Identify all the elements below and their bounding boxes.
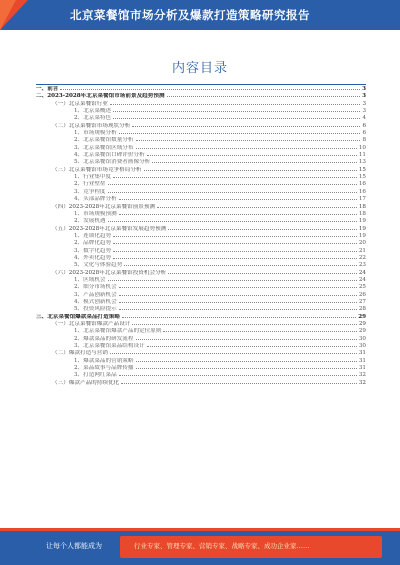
toc-entry-label: 3、北京菜餐馆区域分布 [74,144,134,151]
toc-entry-page: 16 [358,188,366,195]
toc-entry-page: 8 [362,137,366,144]
toc-entry-page: 32 [358,379,366,386]
toc-entry-page: 11 [358,152,366,159]
toc-entry[interactable] [36,101,366,108]
toc-entry-label: 3、打造网红菜品 [74,372,117,379]
toc-leader-dots [110,353,357,354]
toc-entry[interactable] [36,108,366,115]
toc-entry-label: （五）2023-2028年北京菜餐馆发展趋势预测 [52,225,167,232]
toc-entry-page: 6 [362,122,366,129]
toc-leader-dots [136,339,357,340]
toc-entry-label: 2、北京菜餐馆数量分析 [74,137,134,144]
toc-entry-label: 2、品牌化趋势 [74,240,112,247]
toc-entry-page: 25 [358,284,366,291]
page-footer [0,528,400,565]
toc-entry-label: 3、竞争程度 [74,188,106,195]
toc-leader-dots [163,331,356,332]
toc-entry-label: 2、发展机遇 [74,218,106,225]
toc-leader-dots [168,273,357,274]
toc-entry-page: 26 [358,291,366,298]
report-title: 北京菜餐馆市场分析及爆款打造策略研究报告 [70,8,310,22]
toc-entry-page: 15 [358,166,366,173]
toc-entry-page: 19 [358,225,366,232]
toc-entry[interactable] [36,314,366,321]
toc-leader-dots [113,258,357,259]
toc-leader-dots [152,162,357,163]
toc-entry-label: 5、文化与体验趋势 [74,262,123,269]
header-accent-stripe-inner [0,0,16,30]
toc-leader-dots [110,104,360,105]
toc-entry-page: 31 [358,365,366,372]
toc-entry-page: 31 [358,357,366,364]
toc-leader-dots [136,361,357,362]
toc-leader-dots [168,229,357,230]
toc-leader-dots [113,243,357,244]
toc-entry-label: 2、行业壁垒 [74,181,106,188]
toc-entry-label: 1、北京菜概述 [74,108,112,115]
toc-entry-page: 18 [358,210,366,217]
toc-entry-page: 3 [362,100,366,107]
toc-entry[interactable] [36,174,366,181]
toc-leader-dots [119,302,357,303]
toc-leader-dots [119,199,357,200]
toc-entry-label: 4、北京菜餐馆口碑评价分析 [74,152,145,159]
toc-entry[interactable] [36,233,366,240]
toc-entry-label: （一）北京菜餐馆行业 [52,100,108,107]
toc-leader-dots [119,214,357,215]
toc-entry[interactable] [36,336,366,343]
toc-entry[interactable] [36,358,366,365]
toc-leader-dots [108,221,357,222]
toc-entry[interactable] [36,372,366,379]
toc-entry-page: 29 [358,321,366,327]
toc-entry-label: 2、北京菜特色 [74,115,112,122]
toc-entry[interactable] [36,226,366,233]
toc-entry[interactable] [36,365,366,372]
toc-entry-label: 三、北京菜餐馆爆款菜品打造策略 [36,313,120,320]
toc-entry[interactable] [36,306,366,313]
toc-leader-dots [136,368,357,369]
toc-entry-label: （一）北京菜餐馆爆款产品设计 [52,321,131,327]
toc-leader-dots [144,170,357,171]
toc-entry[interactable] [36,93,366,100]
toc-entry-page: 30 [358,343,366,350]
toc-entry[interactable] [36,277,366,284]
toc-entry-label: 3、数字化趋势 [74,247,112,254]
toc-leader-dots [119,133,361,134]
toc-entry[interactable] [36,115,366,122]
toc-leader-dots [119,287,357,288]
toc-leader-dots [113,177,357,178]
toc-leader-dots [113,236,357,237]
toc-entry-label: 5、投资风险提示 [74,306,117,313]
toc-entry[interactable] [36,123,366,130]
toc-entry-page: 3 [362,86,366,92]
toc-entry-label: 1、区域机会 [74,276,106,283]
footer-accent-bar [0,528,400,531]
toc-entry-page: 13 [358,159,366,166]
toc-entry-page: 10 [358,144,366,151]
toc-entry[interactable] [36,270,366,277]
toc-entry-page: 30 [358,335,366,342]
toc-entry-label: 5、北京菜餐馆消费者画像分析 [74,159,151,166]
toc-leader-dots [167,96,361,97]
toc-entry-page: 27 [358,298,366,305]
toc-leader-dots [136,140,361,141]
toc-entry[interactable] [36,328,366,335]
toc-leader-dots [113,251,357,252]
toc-leader-dots [122,317,356,318]
toc-entry[interactable] [36,86,366,93]
toc-entry-label: 4、外卖化趋势 [74,254,112,261]
toc-entry-label: 二、2023-2028年北京菜餐馆市场前景及趋势预测 [36,93,165,100]
toc-leader-dots [121,383,357,384]
toc-entry[interactable] [36,189,366,196]
toc-entry-page: 16 [358,181,366,188]
toc-leader-dots [60,89,360,90]
toc-entry-page: 19 [358,218,366,225]
toc-entry[interactable] [36,145,366,152]
toc-entry-page: 3 [362,93,366,100]
toc-entry-label: （二）爆款打造与营销 [52,350,108,357]
toc-leader-dots [119,375,357,376]
toc-entry-page: 6 [362,130,366,137]
toc-entry-page: 28 [358,306,366,313]
toc-entry[interactable] [36,181,366,188]
page-header [0,0,400,30]
toc-leader-dots [124,265,357,266]
toc-entry[interactable] [36,240,366,247]
toc-entry[interactable] [36,204,366,211]
toc-entry-page: 29 [358,328,366,335]
toc-entry[interactable] [36,262,366,269]
toc-entry-label: 2、细分市场机会 [74,284,117,291]
toc-entry-page: 19 [358,232,366,239]
toc-entry[interactable] [36,152,366,159]
toc-entry[interactable] [36,299,366,306]
toc-entry[interactable] [36,196,366,203]
toc-entry-label: 1、行业集中度 [74,174,112,181]
toc-leader-dots [108,192,357,193]
toc-entry[interactable] [36,284,366,291]
toc-entry-label: 1、市场规模分析 [74,130,117,137]
toc-entry-page: 20 [358,240,366,247]
toc-entry[interactable] [36,380,366,387]
toc-entry[interactable] [36,167,366,174]
toc-entry-label: 1、市场规模预测 [74,210,117,217]
toc-leader-dots [132,126,360,127]
toc-entry-label: 1、爆款菜品的营销策略 [74,357,134,364]
toc-leader-dots [136,148,357,149]
toc-leader-dots [108,280,357,281]
toc-entry[interactable] [36,218,366,225]
toc-entry[interactable] [36,248,366,255]
toc-entry-label: 一、前言 [36,86,59,92]
toc-leader-dots [147,155,357,156]
toc-leader-dots [113,118,360,119]
toc-entry-label: 1、连锁化趋势 [74,232,112,239]
toc-entry-page: 22 [358,254,366,261]
toc-leader-dots [132,324,357,325]
toc-entry-page: 3 [362,108,366,115]
toc-entry[interactable] [36,321,366,328]
toc-entry[interactable] [36,211,366,218]
toc-entry-label: 2、菜品故事与品牌传播 [74,365,134,372]
toc-entry-page: 31 [358,350,366,357]
toc-entry-label: （六）2023-2028年北京菜餐馆投资机会分析 [52,269,167,276]
footer-slogan-left: 让每个人都能成为 [46,542,102,550]
table-of-contents [36,86,366,387]
toc-leader-dots [119,295,357,296]
toc-entry-page: 29 [358,313,366,320]
toc-entry[interactable] [36,159,366,166]
toc-entry-label: 4、头部品牌分析 [74,196,117,203]
toc-entry-label: 4、模式创新机会 [74,298,117,305]
toc-entry[interactable] [36,137,366,144]
toc-entry-page: 24 [358,269,366,276]
toc-entry-label: （四）2023-2028年北京菜餐馆前景预测 [52,203,156,210]
toc-entry-label: 1、北京菜餐馆爆款产品的定位原则 [74,328,162,335]
toc-entry-label: （三）北京菜餐馆市场竞争格局分析 [52,166,142,173]
toc-entry-label: （三）爆款产品的持续优化 [52,379,120,386]
toc-entry[interactable] [36,130,366,137]
toc-entry-page: 15 [358,174,366,181]
toc-entry-page: 32 [358,372,366,379]
toc-leader-dots [113,111,360,112]
toc-entry-label: （二）北京菜餐馆市场现状分析 [52,122,131,129]
toc-entry-page: 18 [358,203,366,210]
toc-entry[interactable] [36,343,366,350]
toc-heading: 内容目录 [171,61,228,76]
toc-top-rule [36,84,366,85]
toc-leader-dots [147,346,357,347]
toc-entry-page: 17 [358,196,366,203]
toc-entry-page: 23 [358,262,366,269]
toc-leader-dots [108,184,357,185]
toc-entry[interactable] [36,292,366,299]
toc-entry[interactable] [36,255,366,262]
toc-leader-dots [119,309,357,310]
toc-leader-dots [157,207,357,208]
footer-slogan-right: 行业专家、管理专家、营销专家、战略专家、成功企业家…… [134,542,310,550]
toc-entry-label: 3、产品创新机会 [74,291,117,298]
toc-entry-label: 3、北京菜餐馆菜品结构设计 [74,343,145,350]
toc-entry[interactable] [36,350,366,357]
toc-entry-label: 2、爆款菜品的研发流程 [74,335,134,342]
toc-entry-page: 4 [362,115,366,122]
toc-entry-page: 24 [358,276,366,283]
toc-entry-page: 21 [358,247,366,254]
